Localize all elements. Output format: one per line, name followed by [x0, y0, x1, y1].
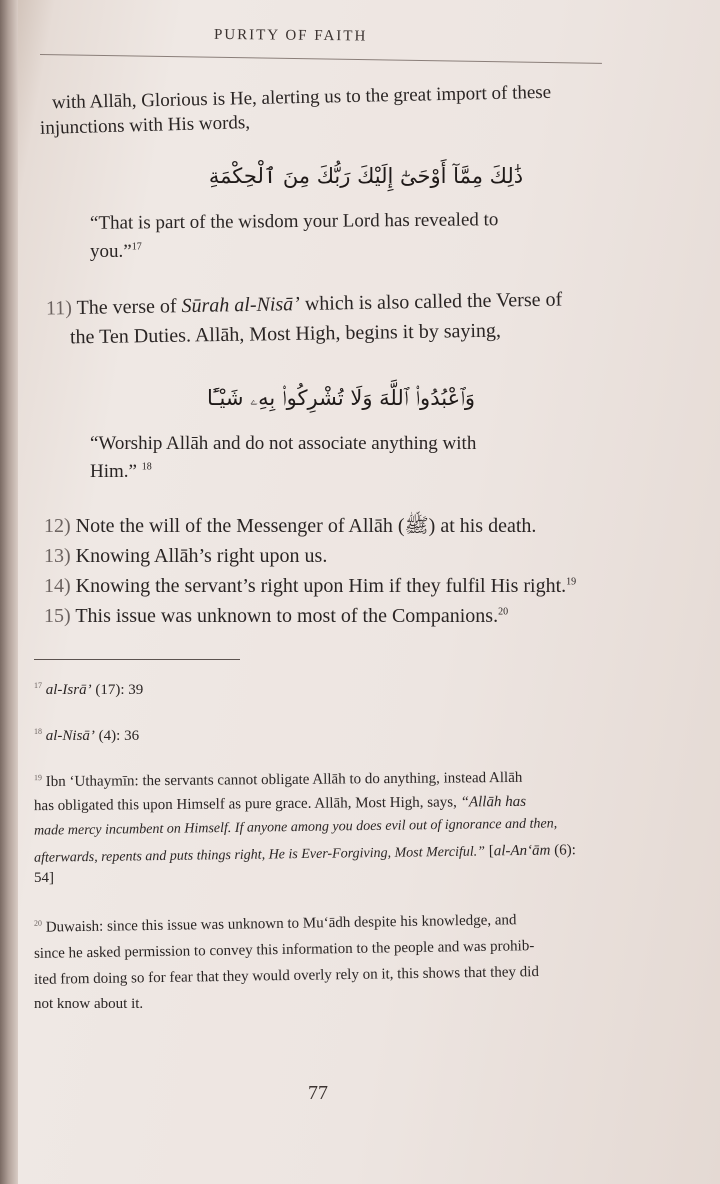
footnote-quote: “Allāh has	[460, 793, 527, 811]
footnote-separator	[34, 659, 240, 660]
list-item	[44, 514, 536, 538]
footnote-20-line-4: not know about it.	[34, 996, 144, 1012]
item-11-surah-name: Sūrah al-Nisā’	[181, 293, 301, 318]
item-11-text-post: which is also called the Verse of	[304, 288, 563, 315]
running-head: PURITY OF FAITH	[213, 26, 368, 45]
footnote-citation: (17): 39	[95, 682, 144, 698]
footnote-20-line-3: ited from doing so for fear that they would overly rely on it, this shows that they did	[33, 964, 540, 988]
item-11-line-1	[46, 287, 563, 320]
list-item-text: This issue was unknown to most of the Companions.	[75, 605, 499, 627]
footnote-18	[34, 724, 139, 748]
list-item-number: 14)	[44, 575, 71, 597]
list-item	[44, 574, 576, 598]
footnote-text: Ibn ‘Uthaymīn: the servants cannot obligate Allāh to do anything, instead Allāh	[45, 769, 523, 791]
footnote-source: al-An‘ām	[493, 842, 551, 860]
footnote-ref-19[interactable]: 19	[566, 576, 577, 588]
footnote-number: 20	[33, 918, 43, 928]
footnote-19-line-4	[34, 838, 576, 871]
footnote-citation: (4): 36	[98, 728, 140, 744]
footnote-quote: afterwards, repents and puts things right, He is Ever-Forgiving, Most Merciful.”	[33, 844, 486, 866]
footnote-ref-20[interactable]: 20	[498, 606, 509, 618]
list-item-number: 15)	[44, 605, 71, 627]
list-item	[44, 544, 327, 568]
footnote-19-line-5: 54]	[34, 870, 54, 886]
arabic-verse-2: وَٱعْبُدُوا۟ ٱللَّهَ وَلَا تُشْرِكُوا۟ بِهِۦ شَيْـًٔا	[206, 386, 476, 410]
quote1-line-2	[90, 240, 142, 264]
arabic-verse-1: ذَٰلِكَ مِمَّآ أَوْحَىٰٓ إِلَيْكَ رَبُّكَ مِنَ ٱلْحِكْمَةِ	[208, 164, 524, 188]
footnote-20-line-2: since he asked permission to convey this information to the people and was prohib-	[33, 938, 535, 962]
intro-line-1: with Allāh, Glorious is He, alerting us to the great import of these	[51, 81, 552, 114]
footnote-19-line-3: made mercy incumbent on Himself. If anyone among you does evil out of ignorance and then,	[33, 816, 558, 839]
item-11-text-pre: The verse of	[76, 295, 177, 319]
quote1-line-2-text: you.”	[90, 241, 132, 262]
footnote-17	[34, 678, 143, 702]
footnote-ref-17[interactable]: 17	[131, 241, 142, 253]
intro-line-2: injunctions with His words,	[39, 112, 251, 139]
item-11-number: 11)	[45, 297, 73, 320]
list-item-text: Knowing Allāh’s right upon us.	[75, 545, 328, 567]
list-item-text: Knowing the servant’s right upon Him if they fulfil His right.	[75, 575, 567, 597]
list-item	[44, 604, 508, 628]
footnote-citation: (6):	[554, 842, 576, 859]
list-item-number: 13)	[44, 545, 71, 567]
footnote-text: Duwaish: since this issue was unknown to Mu‘ādh despite his knowledge, and	[45, 912, 517, 936]
list-item-text: Note the will of the Messenger of Allāh (ﷺ) at his death.	[75, 515, 537, 537]
page-gutter-edge	[0, 0, 18, 1184]
header-rule	[40, 54, 602, 64]
footnote-number: 18	[34, 727, 42, 736]
item-11-line-2: the Ten Duties. Allāh, Most High, begins it by saying,	[69, 319, 502, 349]
footnote-number: 19	[33, 773, 43, 783]
quote2-line-2	[90, 460, 152, 484]
quote2-line-1: “Worship Allāh and do not associate anything with	[90, 433, 477, 454]
footnote-ref-18[interactable]: 18	[141, 461, 152, 473]
footnote-source: al-Nisā’	[45, 728, 95, 744]
footnote-number: 17	[34, 681, 42, 690]
quote2-line-2-text: Him.”	[90, 461, 137, 482]
quote1-line-1: “That is part of the wisdom your Lord has revealed to	[89, 209, 499, 234]
footnote-bracket: [	[488, 843, 494, 860]
footnote-source: al-Isrā’	[45, 682, 92, 698]
list-item-number: 12)	[44, 515, 71, 537]
footnote-text: has obligated this upon Himself as pure grace. Allāh, Most High, says,	[33, 794, 457, 815]
page-number: 77	[308, 1082, 328, 1104]
